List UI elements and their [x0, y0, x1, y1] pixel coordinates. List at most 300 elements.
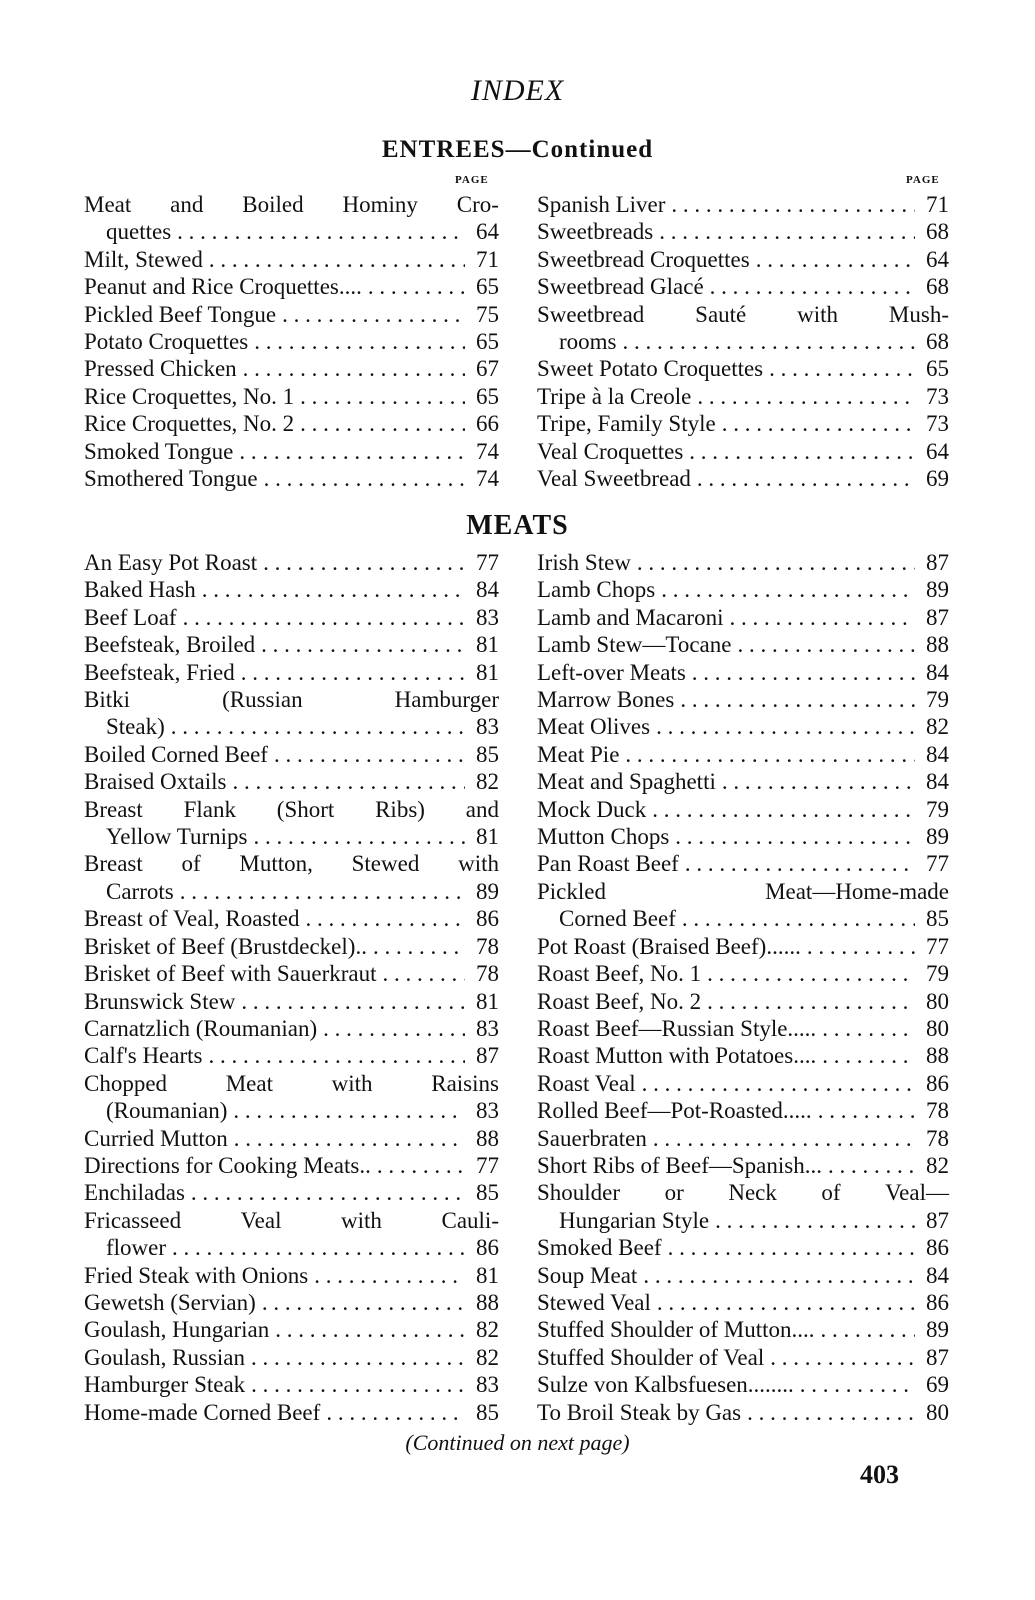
index-entry [537, 933, 949, 960]
dot-leader [828, 1152, 915, 1179]
index-entry [84, 1152, 499, 1179]
entry-line [84, 1042, 499, 1069]
entry-page: 65 [926, 356, 949, 382]
entry-page: 78 [926, 1125, 949, 1151]
entry-page: 69 [926, 1372, 949, 1398]
index-entry [84, 686, 499, 741]
index-entry [84, 355, 499, 382]
entry-line [84, 631, 499, 658]
entry-line [537, 465, 949, 492]
entry-word: Pickled [537, 878, 606, 904]
entry-line [84, 1234, 499, 1261]
dot-leader [756, 246, 915, 273]
entry-line [537, 1097, 949, 1124]
index-entry [537, 1289, 949, 1316]
dot-leader [208, 1042, 465, 1069]
entry-page: 88 [926, 1043, 949, 1069]
entry-word: Fricasseed [84, 1207, 182, 1233]
dot-leader [818, 1097, 915, 1124]
entry-line [84, 604, 499, 631]
meats-left-column [84, 549, 499, 1426]
entry-page: 85 [926, 906, 949, 932]
index-entry [84, 905, 499, 932]
entry-text: Pressed Chicken [84, 356, 237, 382]
entry-line [537, 1316, 949, 1343]
dot-leader [183, 604, 465, 631]
entry-page: 65 [476, 329, 499, 355]
index-entry [537, 850, 949, 877]
entry-line [537, 631, 949, 658]
entry-text: Goulash, Hungarian [84, 1317, 270, 1343]
entry-page: 83 [476, 1015, 499, 1041]
entry-line [537, 1289, 949, 1316]
index-entry [537, 410, 949, 437]
entry-page: 81 [476, 988, 499, 1014]
index-entry [537, 604, 949, 631]
entry-line [84, 823, 499, 850]
entry-text: Enchiladas [84, 1180, 185, 1206]
entry-line [537, 218, 949, 245]
entry-page: 82 [476, 1344, 499, 1370]
index-entry [537, 1344, 949, 1371]
index-entry [84, 604, 499, 631]
dot-leader [241, 659, 465, 686]
dot-leader [671, 191, 915, 218]
dot-leader [243, 355, 465, 382]
entry-page: 86 [926, 1289, 949, 1315]
dot-leader [697, 383, 915, 410]
entry-line [84, 905, 499, 932]
index-entry [84, 301, 499, 328]
dot-leader [653, 1125, 915, 1152]
entry-line [537, 246, 949, 273]
index-entry [537, 988, 949, 1015]
dot-leader [171, 713, 465, 740]
entry-text: Baked Hash [84, 577, 196, 603]
index-entry [84, 1371, 499, 1398]
entry-text: Yellow Turnips [106, 824, 248, 850]
entry-page: 78 [926, 1098, 949, 1124]
index-entry [537, 1152, 949, 1179]
entry-line-wrapped [537, 1179, 949, 1206]
entry-word: Veal [240, 1207, 282, 1233]
entry-word: Boiled [242, 192, 304, 217]
entry-line [537, 1344, 949, 1371]
dot-leader [737, 631, 915, 658]
entry-page: 65 [476, 274, 499, 300]
index-entry [537, 1097, 949, 1124]
index-entry [537, 1399, 949, 1426]
index-entry [537, 1042, 949, 1069]
dot-leader [652, 796, 915, 823]
dot-leader [275, 1316, 465, 1343]
entry-line [84, 1125, 499, 1152]
index-entry [537, 960, 949, 987]
index-entry [537, 549, 949, 576]
dot-leader [300, 383, 465, 410]
entry-text: Breast of Veal, Roasted [84, 906, 300, 932]
index-entry [84, 1015, 499, 1042]
entry-line [537, 1371, 949, 1398]
entry-word: (Russian [222, 687, 303, 713]
index-entry [84, 273, 499, 300]
entry-page: 79 [926, 687, 949, 713]
index-entry [537, 659, 949, 686]
entry-page: 77 [476, 1152, 499, 1178]
index-entry [537, 713, 949, 740]
dot-leader [661, 576, 915, 603]
index-entry [537, 1125, 949, 1152]
dot-leader [314, 1262, 465, 1289]
entry-line [84, 246, 499, 273]
entry-line-wrapped [84, 1207, 499, 1234]
index-entry [84, 631, 499, 658]
entry-text: rooms [559, 329, 617, 355]
dot-leader [729, 604, 915, 631]
dot-leader [262, 1289, 465, 1316]
entry-text: Pan Roast Beef [537, 851, 679, 877]
entry-word: of [821, 1180, 841, 1206]
page-column-header: PAGE [906, 174, 940, 186]
entry-text: Rice Croquettes, No. 2 [84, 411, 295, 437]
section-title-meats: MEATS [466, 510, 569, 541]
dot-leader [239, 438, 465, 465]
entry-page: 64 [476, 219, 499, 245]
entry-page: 74 [476, 438, 499, 464]
entry-text: Short Ribs of Beef—Spanish... [537, 1152, 822, 1178]
entry-word: with [797, 301, 839, 327]
index-entry [84, 1125, 499, 1152]
entry-page: 82 [476, 1317, 499, 1343]
dot-leader [722, 410, 915, 437]
entry-text: Soup Meat [537, 1262, 638, 1288]
dot-leader [368, 273, 465, 300]
entry-page: 84 [926, 769, 949, 795]
entry-text: Brunswick Stew [84, 988, 236, 1014]
entry-text: Potato Croquettes [84, 329, 249, 355]
entry-text: Stewed Veal [537, 1289, 651, 1315]
dot-leader [643, 1262, 915, 1289]
index-entry [537, 1316, 949, 1343]
entry-text: An Easy Pot Roast [84, 550, 258, 575]
index-entry [537, 273, 949, 300]
entry-page: 86 [476, 1235, 499, 1261]
entry-text: Beef Loaf [84, 604, 177, 630]
entry-text: Smoked Tongue [84, 438, 234, 464]
entry-page: 81 [476, 824, 499, 850]
entry-line [537, 933, 949, 960]
entry-line [84, 713, 499, 740]
entry-text: Meat Olives [537, 714, 651, 740]
dot-leader [692, 659, 915, 686]
dot-leader [202, 576, 465, 603]
index-entry [537, 1015, 949, 1042]
dot-leader [623, 328, 916, 355]
entry-text: Mutton Chops [537, 824, 670, 850]
entry-page: 87 [476, 1043, 499, 1069]
entry-page: 84 [926, 659, 949, 685]
entry-text: Steak) [106, 714, 165, 740]
entry-word: Breast [84, 851, 143, 877]
entry-line [537, 438, 949, 465]
entry-word: with [331, 1070, 373, 1096]
entry-text: Sweetbread Glacé [537, 274, 704, 300]
entry-page: 65 [476, 383, 499, 409]
dot-leader [668, 1234, 915, 1261]
entry-text: Lamb and Macaroni [537, 604, 724, 630]
entry-text: Carnatzlich (Roumanian) [84, 1015, 318, 1041]
entry-line [537, 1125, 949, 1152]
entry-page: 83 [476, 1372, 499, 1398]
entry-page: 86 [476, 906, 499, 932]
entry-page: 85 [476, 741, 499, 767]
index-entry [537, 246, 949, 273]
entry-text: Gewetsh (Servian) [84, 1289, 256, 1315]
entry-page: 66 [476, 411, 499, 437]
entry-page: 67 [476, 356, 499, 382]
index-entry [537, 218, 949, 245]
entry-word: and [465, 796, 499, 822]
entry-page: 78 [476, 933, 499, 959]
entry-line [84, 465, 499, 492]
index-entry [84, 410, 499, 437]
entry-line [537, 850, 949, 877]
entry-word: Chopped [84, 1070, 168, 1096]
entry-text: Brisket of Beef with Sauerkraut [84, 961, 377, 987]
entry-page: 81 [476, 1262, 499, 1288]
entry-line-wrapped [84, 686, 499, 713]
dot-leader [263, 549, 465, 576]
entry-line [537, 823, 949, 850]
dot-leader [625, 741, 915, 768]
entry-text: Veal Croquettes [537, 438, 684, 464]
entry-line-wrapped [84, 796, 499, 823]
index-entry [84, 465, 499, 492]
entry-line [537, 1152, 949, 1179]
dot-leader [172, 1234, 465, 1261]
entry-line [537, 549, 949, 576]
dot-leader [697, 465, 915, 492]
entry-text: Sulze von Kalbsfuesen........ [537, 1372, 794, 1398]
entry-line [84, 933, 499, 960]
entry-page: 77 [926, 851, 949, 877]
index-entry [84, 1399, 499, 1426]
entry-page: 68 [926, 329, 949, 355]
entry-text: Meat and Spaghetti [537, 769, 716, 795]
index-entry [537, 823, 949, 850]
dot-leader [710, 273, 915, 300]
page-column-header: PAGE [455, 174, 489, 186]
index-entry [537, 355, 949, 382]
entry-text: Calf's Hearts [84, 1043, 203, 1069]
page-title: INDEX [470, 74, 565, 107]
entry-text: Goulash, Russian [84, 1344, 245, 1370]
entry-page: 88 [476, 1289, 499, 1315]
index-entry [84, 191, 499, 246]
dot-leader [800, 1371, 915, 1398]
dot-leader [747, 1399, 915, 1426]
entry-text: Sweetbreads [537, 219, 654, 245]
entry-word: Sauté [695, 301, 747, 327]
entry-word: Sweetbread [537, 301, 645, 327]
entry-text: Stuffed Shoulder of Veal [537, 1344, 765, 1370]
index-entry [84, 438, 499, 465]
entry-text: Lamb Stew—Tocane [537, 632, 732, 658]
entry-page: 88 [476, 1125, 499, 1151]
entry-text: Roast Mutton with Potatoes.... [537, 1043, 817, 1069]
entry-page: 68 [926, 274, 949, 300]
index-entry [84, 1042, 499, 1069]
entry-page: 79 [926, 961, 949, 987]
entry-page: 85 [476, 1180, 499, 1206]
dot-leader [323, 1015, 465, 1042]
entry-line [537, 713, 949, 740]
entry-text: Corned Beef [559, 906, 676, 932]
entry-text: Milt, Stewed [84, 246, 203, 272]
entry-line [84, 1262, 499, 1289]
entry-word: with [458, 851, 499, 877]
entry-page: 88 [926, 632, 949, 658]
entrees-right-column [537, 191, 949, 492]
dot-leader [722, 768, 915, 795]
entry-line [537, 383, 949, 410]
entry-page: 73 [926, 411, 949, 437]
entry-line [537, 768, 949, 795]
index-entry [537, 438, 949, 465]
entry-page: 89 [926, 577, 949, 603]
entry-text: Boiled Corned Beef [84, 741, 268, 767]
index-entry [537, 1262, 949, 1289]
dot-leader [680, 686, 915, 713]
dot-leader [383, 960, 465, 987]
dot-leader [264, 465, 465, 492]
entry-line [537, 273, 949, 300]
entry-line [84, 960, 499, 987]
entry-text: Home-made Corned Beef [84, 1399, 321, 1425]
dot-leader [769, 355, 915, 382]
index-entry [84, 796, 499, 851]
index-entry [537, 191, 949, 218]
entry-word: Meat—Home-made [765, 878, 949, 904]
entry-page: 89 [926, 824, 949, 850]
entry-line [84, 1097, 499, 1124]
entry-text: Irish Stew [537, 550, 631, 575]
dot-leader [274, 741, 465, 768]
entry-page: 87 [926, 1344, 949, 1370]
entry-text: Tripe à la Creole [537, 383, 692, 409]
entry-text: Smoked Beef [537, 1235, 662, 1261]
dot-leader [177, 218, 465, 245]
entry-text: Brisket of Beef (Brustdeckel).. [84, 933, 367, 959]
entry-page: 82 [926, 714, 949, 740]
entry-word: Hominy [342, 192, 418, 217]
entry-word: Shoulder [537, 1180, 621, 1206]
entry-word: (Short [276, 796, 335, 822]
entry-page: 81 [476, 632, 499, 658]
index-entry [84, 960, 499, 987]
index-entry [84, 576, 499, 603]
entry-text: Sweetbread Croquettes [537, 246, 750, 272]
entrees-left-column [84, 191, 499, 492]
index-entry [537, 796, 949, 823]
entry-text: Hamburger Steak [84, 1372, 246, 1398]
entry-word: Bitki [84, 687, 131, 713]
entry-text: Rolled Beef—Pot-Roasted..... [537, 1098, 812, 1124]
dot-leader [689, 438, 915, 465]
entry-page: 84 [926, 741, 949, 767]
dot-leader [233, 1097, 465, 1124]
entry-line [537, 328, 949, 355]
dot-leader [637, 549, 915, 576]
entry-line [84, 659, 499, 686]
dot-leader [209, 246, 465, 273]
page-number: 403 [860, 1460, 899, 1489]
entry-page: 82 [476, 769, 499, 795]
entry-line [537, 576, 949, 603]
entry-line [84, 410, 499, 437]
entry-page: 80 [926, 1399, 949, 1425]
entry-line [537, 1042, 949, 1069]
entry-page: 87 [926, 604, 949, 630]
entry-text: Smothered Tongue [84, 466, 258, 492]
entry-line [537, 1207, 949, 1234]
entry-text: Carrots [106, 878, 174, 904]
entry-line [537, 741, 949, 768]
entry-line [84, 1179, 499, 1206]
entry-line [537, 686, 949, 713]
dot-leader [251, 1344, 465, 1371]
entry-text: Rice Croquettes, No. 1 [84, 383, 295, 409]
dot-leader [642, 1070, 915, 1097]
index-entry [84, 768, 499, 795]
entry-word: Raisins [431, 1070, 499, 1096]
entry-line [84, 1316, 499, 1343]
index-entry [537, 301, 949, 356]
dot-leader [191, 1179, 465, 1206]
index-entry [84, 549, 499, 576]
entry-text: flower [106, 1235, 167, 1261]
entry-line [537, 1015, 949, 1042]
entry-text: Spanish Liver [537, 192, 666, 217]
entry-text: To Broil Steak by Gas [537, 1399, 742, 1425]
dot-leader [682, 905, 915, 932]
entry-text: Hungarian Style [559, 1207, 710, 1233]
dot-leader [373, 933, 465, 960]
entry-line [84, 383, 499, 410]
entry-page: 85 [476, 1399, 499, 1425]
entry-page: 89 [926, 1317, 949, 1343]
entry-text: quettes [106, 219, 172, 245]
entry-page: 82 [926, 1152, 949, 1178]
entry-line [84, 741, 499, 768]
entry-line-wrapped [84, 191, 499, 218]
section-title-entrees: ENTREES—Continued [381, 136, 654, 163]
entry-line [84, 1289, 499, 1316]
index-entry [84, 933, 499, 960]
entry-line [84, 438, 499, 465]
entry-text: (Roumanian) [106, 1098, 228, 1124]
dot-leader [305, 905, 465, 932]
entry-page: 69 [926, 466, 949, 492]
entry-text: Meat Pie [537, 741, 620, 767]
entry-page: 84 [476, 577, 499, 603]
entry-line [537, 191, 949, 218]
index-entry [84, 850, 499, 905]
entry-line [537, 604, 949, 631]
entry-page: 86 [926, 1070, 949, 1096]
dot-leader [656, 713, 915, 740]
index-entry [537, 768, 949, 795]
